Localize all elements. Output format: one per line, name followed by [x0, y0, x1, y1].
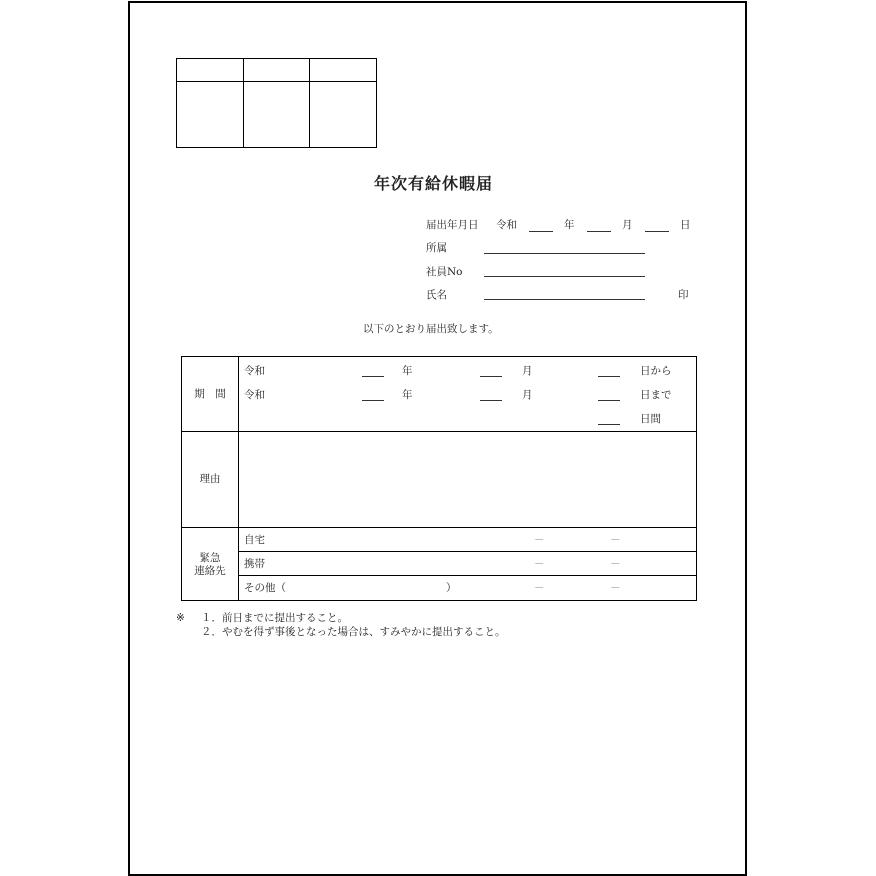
- contact-home-dash-2: －: [610, 534, 621, 546]
- employee-no-label: 社員No: [426, 266, 463, 278]
- reason-field[interactable]: [240, 433, 694, 525]
- period-start-month-label: 月: [522, 365, 533, 377]
- period-start-day-label: 日から: [640, 365, 672, 377]
- contact-home-label: 自宅: [244, 534, 265, 546]
- date-day-label: 日: [680, 219, 691, 231]
- contact-mobile-dash-2: －: [610, 558, 621, 570]
- period-end-day-label: 日まで: [640, 389, 672, 401]
- date-month-field[interactable]: [587, 231, 611, 232]
- date-day-field[interactable]: [645, 231, 669, 232]
- date-year-field[interactable]: [529, 231, 553, 232]
- note-2: ２．やむを得ず事後となった場合は、すみやかに提出すること。: [201, 626, 506, 638]
- period-days-field[interactable]: [598, 424, 620, 425]
- period-start-era: 令和: [244, 365, 265, 377]
- period-end-day-field[interactable]: [598, 400, 620, 401]
- affiliation-label: 所属: [426, 242, 447, 254]
- date-label: 届出年月日: [426, 219, 479, 231]
- seal-label: 印: [678, 289, 689, 301]
- date-month-label: 月: [622, 219, 633, 231]
- contact-other-label: その他（: [244, 582, 286, 594]
- date-year-label: 年: [564, 219, 575, 231]
- contact-mobile-label: 携帯: [244, 558, 265, 570]
- employee-no-field[interactable]: [484, 276, 645, 277]
- intro-text: 以下のとおり届出致します。: [363, 323, 499, 335]
- period-days-label: 日間: [640, 413, 661, 425]
- period-end-month-label: 月: [522, 389, 533, 401]
- affiliation-field[interactable]: [484, 253, 645, 254]
- period-end-year-field[interactable]: [362, 400, 384, 401]
- name-field[interactable]: [484, 299, 645, 300]
- page-title: 年次有給休暇届: [374, 174, 494, 193]
- contact-other-close: ）: [446, 582, 457, 594]
- reason-label: 理由: [199, 473, 221, 485]
- approval-stamp-box: [176, 58, 377, 148]
- contact-mobile-dash-1: －: [534, 558, 545, 570]
- period-label: 期 間: [194, 388, 226, 400]
- contact-label-line2: 連絡先: [194, 565, 226, 577]
- period-start-year-label: 年: [402, 365, 413, 377]
- period-start-day-field[interactable]: [598, 376, 620, 377]
- contact-label-line1: 緊急: [199, 552, 221, 564]
- note-1: １．前日までに提出すること。: [201, 612, 348, 624]
- notes-mark: ※: [176, 612, 185, 624]
- form-page: [128, 1, 747, 876]
- contact-home-dash-1: －: [534, 534, 545, 546]
- period-end-month-field[interactable]: [480, 400, 502, 401]
- leave-table: [181, 356, 697, 601]
- name-label: 氏名: [426, 289, 447, 301]
- contact-other-dash-1: －: [534, 582, 545, 594]
- contact-other-dash-2: －: [610, 582, 621, 594]
- period-start-year-field[interactable]: [362, 376, 384, 377]
- period-end-year-label: 年: [402, 389, 413, 401]
- period-start-month-field[interactable]: [480, 376, 502, 377]
- period-end-era: 令和: [244, 389, 265, 401]
- date-era: 令和: [496, 219, 517, 231]
